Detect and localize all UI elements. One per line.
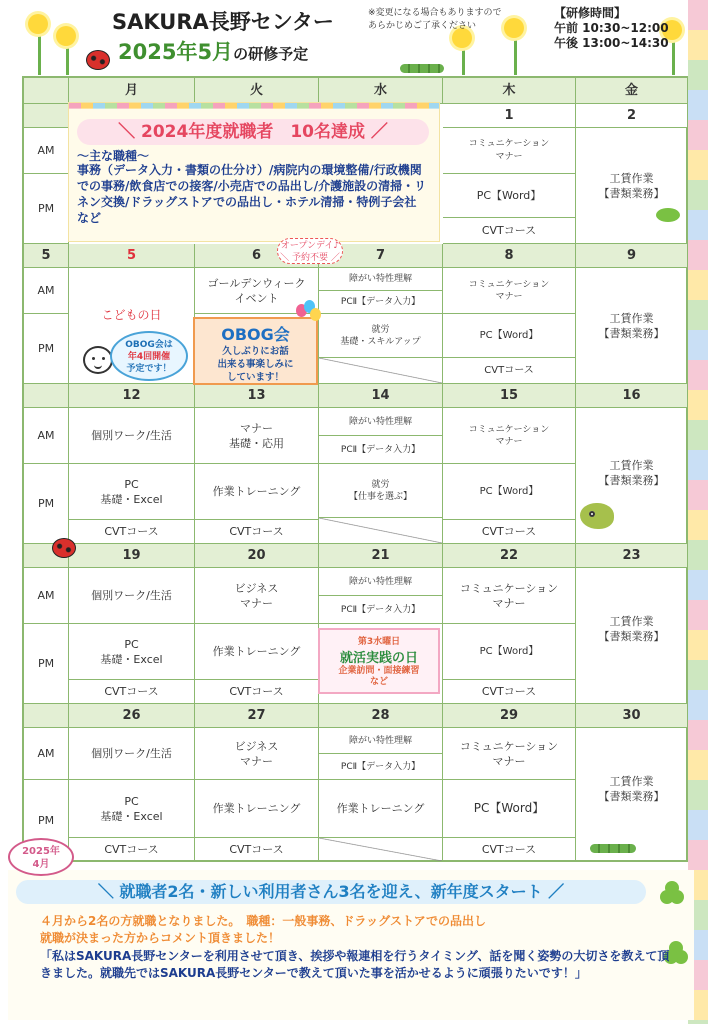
clover-icon: [660, 890, 674, 904]
class-cell: PCⅡ【データ入力】: [319, 754, 443, 780]
class-cell: コミュニケーション マナー: [443, 268, 576, 314]
class-cell: PC【Word】: [443, 624, 576, 680]
empty-cell: [319, 838, 443, 862]
date-cell: 20: [195, 544, 319, 568]
class-cell: 工賃作業 【書類業務】: [576, 728, 688, 862]
bubble-line: 予定です！: [126, 364, 172, 374]
date-cell: 5: [69, 244, 195, 268]
class-cell: コミュニケーション マナー: [443, 728, 576, 780]
stamp-line: 2025年: [22, 846, 60, 857]
period-label-am: AM: [24, 728, 69, 780]
date-cell: [24, 384, 69, 408]
class-cell: PCⅡ【データ入力】: [319, 596, 443, 624]
face-icon: [83, 346, 113, 374]
class-cell: PC 基礎・Excel: [69, 780, 195, 838]
date-cell: 23: [576, 544, 688, 568]
page-title: SAKURA長野センター: [112, 10, 334, 34]
class-cell: 工賃作業 【書類業務】: [576, 268, 688, 384]
class-cell: 工賃作業 【書類業務】: [576, 568, 688, 704]
date-cell: 8: [443, 244, 576, 268]
class-cell: CVTコース: [69, 680, 195, 704]
date-cell: 30: [576, 704, 688, 728]
ladybug-icon: [86, 50, 110, 70]
class-cell: PC【Word】: [443, 314, 576, 358]
subtitle-suffix: の研修予定: [233, 45, 309, 63]
open-day-badge: [277, 238, 343, 264]
date-cell: 19: [69, 544, 195, 568]
class-cell: PC【Word】: [443, 464, 576, 520]
empty-cell: [319, 518, 443, 544]
period-label-pm: PM: [24, 624, 69, 704]
date-cell: 12: [69, 384, 195, 408]
obog-speech-bubble: [110, 331, 188, 381]
period-label-pm: PM: [24, 780, 69, 862]
class-cell: CVTコース: [443, 680, 576, 704]
class-cell: 障がい特性理解: [319, 568, 443, 596]
flower-icon: [56, 26, 76, 46]
class-cell: CVTコース: [195, 838, 319, 862]
hours-pm: 午後 13:00~14:30: [554, 36, 669, 50]
date-cell: 15: [443, 384, 576, 408]
ws-line: など: [369, 677, 388, 687]
event-cell: ゴールデンウィーク イベント: [195, 268, 319, 314]
class-cell: PCⅡ【データ入力】: [319, 436, 443, 464]
ws-line: 第3水曜日: [357, 637, 401, 647]
flower-stem: [514, 32, 517, 75]
class-cell: コミュニケーション マナー: [443, 408, 576, 464]
bubble-line: OBOG会は: [125, 340, 173, 350]
date-cell: [24, 104, 69, 128]
weekday-header: 水: [319, 78, 443, 104]
class-cell: 障がい特性理解: [319, 268, 443, 291]
date-cell: 6: [195, 244, 319, 268]
class-cell: CVTコース: [69, 838, 195, 862]
balloons-icon: [296, 300, 322, 330]
date-cell: 16: [576, 384, 688, 408]
caterpillar-icon: [590, 844, 636, 853]
class-cell: 障がい特性理解: [319, 408, 443, 436]
period-label-am: AM: [24, 568, 69, 624]
change-notice: [368, 7, 518, 33]
caterpillar-icon: [400, 64, 444, 73]
class-cell: 就労 【仕事を選ぶ】: [319, 464, 443, 518]
class-cell: CVTコース: [69, 520, 195, 544]
class-cell: CVTコース: [443, 218, 576, 244]
banner-heading: ～主な職種～: [77, 149, 150, 163]
date-cell: [24, 704, 69, 728]
class-cell: PC 基礎・Excel: [69, 624, 195, 680]
obog-title: OBOG会: [221, 325, 290, 344]
hours-title: 【研修時間】: [554, 6, 627, 20]
class-cell: PC【Word】: [443, 780, 576, 838]
ws-line: 企業訪問・面接練習: [338, 666, 420, 676]
date-cell: 1: [443, 104, 576, 128]
period-label-pm: PM: [24, 314, 69, 384]
employment-banner: [68, 102, 440, 242]
news-quote: 「私はSAKURA長野センターを利用させて頂き、挨拶や報連相を行うタイミング、話を聞く姿勢の大切さを教えて頂きました。就職先ではSAKURA長野センターで教えて頂いた事を活かせるように頑張りたいです！」: [40, 949, 670, 980]
pennant-garland: [69, 103, 439, 117]
date-cell: 2: [576, 104, 688, 128]
date-cell: 21: [319, 544, 443, 568]
date-cell: 28: [319, 704, 443, 728]
obog-line: しています！: [226, 372, 284, 383]
flower-stem: [672, 34, 675, 75]
class-cell: 工賃作業 【書類業務】: [576, 128, 688, 244]
date-cell: 22: [443, 544, 576, 568]
class-cell: PCⅡ【データ入力】: [319, 291, 443, 314]
weekday-header: 火: [195, 78, 319, 104]
period-label-pm: PM: [24, 464, 69, 544]
date-cell: 14: [319, 384, 443, 408]
banner-title: ＼ 2024年度就職者 10名達成 ／: [77, 119, 429, 145]
stamp-line: 4月: [32, 859, 50, 870]
holiday-cell: こどもの日: [69, 268, 195, 384]
page-subtitle: [118, 36, 308, 66]
class-cell: 工賃作業 【書類業務】: [576, 408, 688, 544]
date-cell: 26: [69, 704, 195, 728]
class-cell: 個別ワーク/生活: [69, 728, 195, 780]
date-cell: 7: [319, 244, 443, 268]
class-cell: PC【Word】: [443, 174, 576, 218]
training-hours: [554, 6, 669, 51]
class-cell: ビジネス マナー: [195, 728, 319, 780]
subtitle-month: 2025年5月: [118, 40, 234, 64]
notice-line: ※変更になる場合もありますので: [368, 8, 502, 18]
news-line: ４月から2名の方就職となりました。 職種：一般事務、ドラッグストアでの品出し: [40, 914, 486, 928]
class-cell: 作業トレーニング: [195, 624, 319, 680]
banner-body: 事務（データ入力・書類の仕分け）/病院内の環境整備/行政機関での事務/飲食店での接客/小売店での品出し/介護施設の清掃・リネン交換/ドラッグストアでの品出し・ホテル清掃・特例子会社 など: [77, 163, 429, 225]
bubble-line: 年4回開催: [127, 352, 171, 362]
obog-line: 出来る事楽しみに: [217, 359, 294, 370]
class-cell: 作業トレーニング: [319, 780, 443, 838]
bird-icon: [580, 503, 614, 529]
news-line: 就職が決まった方からコメント頂きました！: [40, 931, 281, 945]
period-label-am: AM: [24, 128, 69, 174]
class-cell: コミュニケーション マナー: [443, 568, 576, 624]
weekday-header: 木: [443, 78, 576, 104]
class-cell: 個別ワーク/生活: [69, 568, 195, 624]
empty-cell: [319, 358, 443, 384]
class-cell: CVTコース: [195, 520, 319, 544]
period-label-am: AM: [24, 268, 69, 314]
period-label-am: AM: [24, 408, 69, 464]
class-cell: コミュニケーション マナー: [443, 128, 576, 174]
obog-line: 久しぶりにお話: [222, 346, 289, 357]
date-cell: 13: [195, 384, 319, 408]
class-cell: PC 基礎・Excel: [69, 464, 195, 520]
class-cell: ビジネス マナー: [195, 568, 319, 624]
class-cell: 個別ワーク/生活: [69, 408, 195, 464]
class-cell: 障がい特性理解: [319, 728, 443, 754]
hours-am: 午前 10:30~12:00: [554, 21, 669, 35]
weekday-header: 月: [69, 78, 195, 104]
open-day-line: ＼ 予約不要 ／: [280, 253, 340, 263]
weekday-header: 金: [576, 78, 688, 104]
date-cell: 5: [24, 244, 69, 268]
flower-stem: [38, 30, 41, 75]
job-practice-day-box: [318, 628, 440, 694]
class-cell: CVTコース: [195, 680, 319, 704]
class-cell: CVTコース: [443, 838, 576, 862]
period-label-pm: PM: [24, 174, 69, 244]
class-cell: 就労 基礎・スキルアップ: [319, 314, 443, 358]
ladybug-icon: [52, 538, 76, 558]
class-cell: CVTコース: [443, 358, 576, 384]
sprout-icon: [656, 208, 680, 222]
month-stamp: [8, 838, 74, 876]
date-cell: 27: [195, 704, 319, 728]
class-cell: 作業トレーニング: [195, 464, 319, 520]
open-day-line: オープンデイ♪: [280, 241, 340, 251]
class-cell: CVTコース: [443, 520, 576, 544]
class-cell: マナー 基礎・応用: [195, 408, 319, 464]
flower-icon: [28, 14, 48, 34]
ws-title: 就活実践の日: [339, 651, 418, 666]
date-cell: 9: [576, 244, 688, 268]
news-title: ＼ 就職者2名・新しい利用者さん3名を迎え、新年度スタート ／: [16, 880, 646, 904]
header-corner: [24, 78, 69, 104]
notice-line: あらかじめご了承ください: [368, 21, 477, 31]
class-cell: 作業トレーニング: [195, 780, 319, 838]
date-cell: 29: [443, 704, 576, 728]
